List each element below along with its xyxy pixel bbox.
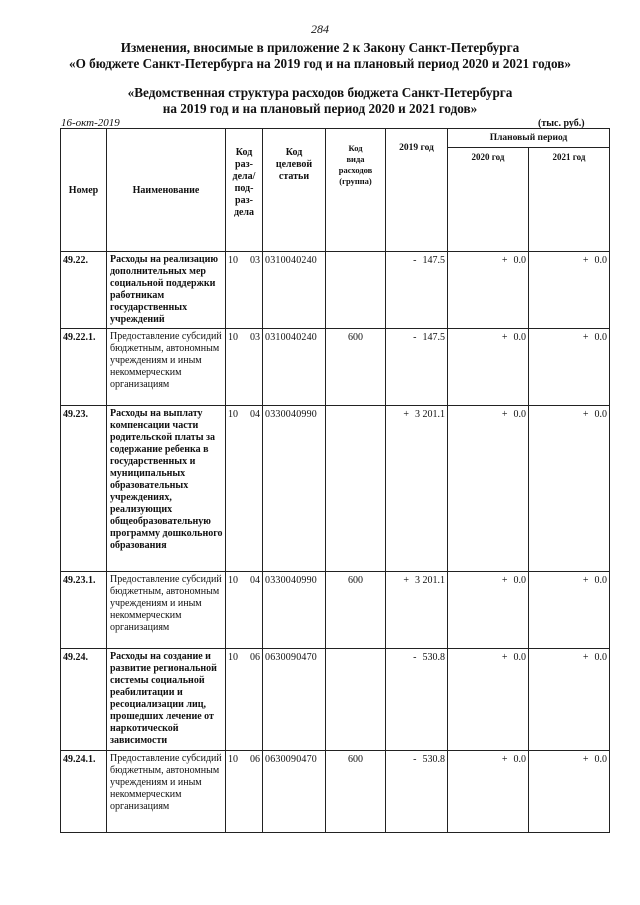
amount-value: 3 201.1 [415,409,445,420]
amount-value: 0.0 [513,332,526,343]
amount-sign: + [501,255,508,266]
col-header-plan-period: Плановый период [448,129,610,148]
row-amount-2021 [529,329,610,406]
amount-sign: + [582,754,589,765]
amount-sign: + [501,575,508,586]
row-section-code [226,252,263,329]
row-number: 49.23.1. [61,572,107,649]
header-row-1 [61,129,610,148]
table-row [61,329,610,406]
amount-value: 3 201.1 [415,575,445,586]
row-amount-2020 [448,406,529,572]
document-subtitle [0,85,640,117]
row-section: 10 [228,575,238,586]
amount-value: 0.0 [513,754,526,765]
row-number: 49.22. [61,252,107,329]
title-line-2: «О бюджете Санкт-Петербурга на 2019 год и на плановый период 2020 и 2021 годов» [69,56,571,71]
row-expense-type: 600 [326,329,386,406]
row-section-code [226,406,263,572]
amount-sign: - [413,652,417,663]
row-expense-type [326,252,386,329]
row-subsection: 03 [250,332,260,343]
row-amount-2021 [529,572,610,649]
amount-value: 0.0 [513,575,526,586]
col-header-2020: 2020 год [448,148,529,252]
row-subsection: 04 [250,575,260,586]
amount-sign: + [501,754,508,765]
row-expense-type: 600 [326,572,386,649]
row-amount-2019 [386,649,448,751]
row-amount-2019 [386,751,448,833]
row-amount-2020 [448,329,529,406]
col-header-expense-type-line: (группа) [339,176,372,186]
col-header-target-code-line: Код [285,147,303,158]
row-name: Расходы на выплату компенсации части родительской платы за содержание ребенка в государственных и муниципальных образовательных учреждениях, реализующих общеобразовательную программу дошкольного образования [107,406,226,572]
col-header-section-code-line: под- [234,183,254,194]
row-expense-type [326,406,386,572]
col-header-section-code-line: дела [233,207,255,218]
col-header-expense-type-line: вида [346,154,365,164]
amount-sign: + [582,652,589,663]
table-row [61,649,610,751]
amount-sign: + [582,409,589,420]
amount-sign: - [413,255,417,266]
row-amount-2020 [448,649,529,751]
row-section: 10 [228,409,238,420]
row-section-code [226,649,263,751]
subtitle-line-1: «Ведомственная структура расходов бюджета Санкт-Петербурга [127,85,513,100]
amount-sign: + [582,332,589,343]
row-target-code: 0330040990 [263,572,326,649]
col-header-section-code-line: Код [235,147,253,158]
col-header-target-code [263,129,326,252]
table-row [61,751,610,833]
amount-value: 530.8 [422,754,445,765]
amount-sign: + [501,409,508,420]
row-section: 10 [228,652,238,663]
amount-value: 0.0 [594,409,607,420]
row-amount-2019 [386,329,448,406]
amount-value: 530.8 [422,652,445,663]
units-label: (тыс. руб.) [538,118,585,129]
amount-sign: + [403,575,409,586]
row-target-code: 0630090470 [263,649,326,751]
amount-value: 0.0 [594,652,607,663]
document-title [0,40,640,72]
row-target-code: 0310040240 [263,329,326,406]
col-header-target-code-line: статьи [278,171,310,182]
row-section-code [226,572,263,649]
row-number: 49.23. [61,406,107,572]
col-header-section-code-line: дела/ [232,171,256,182]
row-section: 10 [228,754,238,765]
table-row [61,252,610,329]
row-amount-2021 [529,751,610,833]
row-expense-type [326,649,386,751]
row-number: 49.24.1. [61,751,107,833]
amount-value: 0.0 [594,575,607,586]
amount-sign: - [413,332,417,343]
row-section-code [226,751,263,833]
row-section-code [226,329,263,406]
col-header-target-code-line: целевой [275,159,313,170]
col-header-expense-type [326,129,386,252]
row-amount-2019 [386,406,448,572]
col-header-section-code-line: раз- [235,159,253,170]
row-amount-2019 [386,252,448,329]
document-date: 16-окт-2019 [61,117,120,129]
amount-sign: + [501,652,508,663]
col-header-2019: 2019 год [386,129,448,252]
row-amount-2019 [386,572,448,649]
amount-value: 0.0 [594,332,607,343]
page-number: 284 [311,22,329,36]
row-expense-type: 600 [326,751,386,833]
row-number: 49.24. [61,649,107,751]
row-number: 49.22.1. [61,329,107,406]
row-section: 10 [228,255,238,266]
amount-value: 0.0 [513,652,526,663]
row-subsection: 06 [250,652,260,663]
title-line-1: Изменения, вносимые в приложение 2 к Закону Санкт-Петербурга [120,40,520,55]
row-section: 10 [228,332,238,343]
amount-sign: + [582,575,589,586]
row-amount-2020 [448,751,529,833]
row-amount-2021 [529,252,610,329]
table-row [61,572,610,649]
subtitle-line-2: на 2019 год и на плановый период 2020 и 2021 годов» [162,101,478,116]
col-header-section-code [226,129,263,252]
amount-sign: - [413,754,417,765]
amount-sign: + [501,332,508,343]
row-subsection: 03 [250,255,260,266]
col-header-2021: 2021 год [529,148,610,252]
row-name: Предоставление субсидий бюджетным, автономным учреждениям и иным некоммерческим организациям [107,572,226,649]
row-amount-2021 [529,649,610,751]
row-name: Расходы на создание и развитие региональной системы социальной реабилитации и ресоциализации лиц, прошедших лечение от наркотической зависимости [107,649,226,751]
amount-value: 0.0 [594,754,607,765]
col-header-expense-type-line: Код [348,143,363,153]
row-name: Расходы на реализацию дополнительных мер социальной поддержки работникам государственных учреждений [107,252,226,329]
amount-value: 147.5 [422,332,445,343]
row-amount-2021 [529,406,610,572]
col-header-section-code-line: раз- [235,195,253,206]
row-amount-2020 [448,572,529,649]
col-header-name: Наименование [107,129,226,252]
row-name: Предоставление субсидий бюджетным, автономным учреждениям и иным некоммерческим организациям [107,329,226,406]
amount-value: 0.0 [513,409,526,420]
row-target-code: 0630090470 [263,751,326,833]
amount-value: 0.0 [513,255,526,266]
row-name: Предоставление субсидий бюджетным, автономным учреждениям и иным некоммерческим организациям [107,751,226,833]
row-subsection: 06 [250,754,260,765]
row-amount-2020 [448,252,529,329]
budget-table [60,128,610,833]
row-subsection: 04 [250,409,260,420]
col-header-expense-type-line: расходов [338,165,373,175]
col-header-number: Номер [61,129,107,252]
amount-value: 0.0 [594,255,607,266]
amount-sign: + [403,409,409,420]
row-target-code: 0330040990 [263,406,326,572]
amount-sign: + [582,255,589,266]
row-target-code: 0310040240 [263,252,326,329]
table-row [61,406,610,572]
amount-value: 147.5 [422,255,445,266]
